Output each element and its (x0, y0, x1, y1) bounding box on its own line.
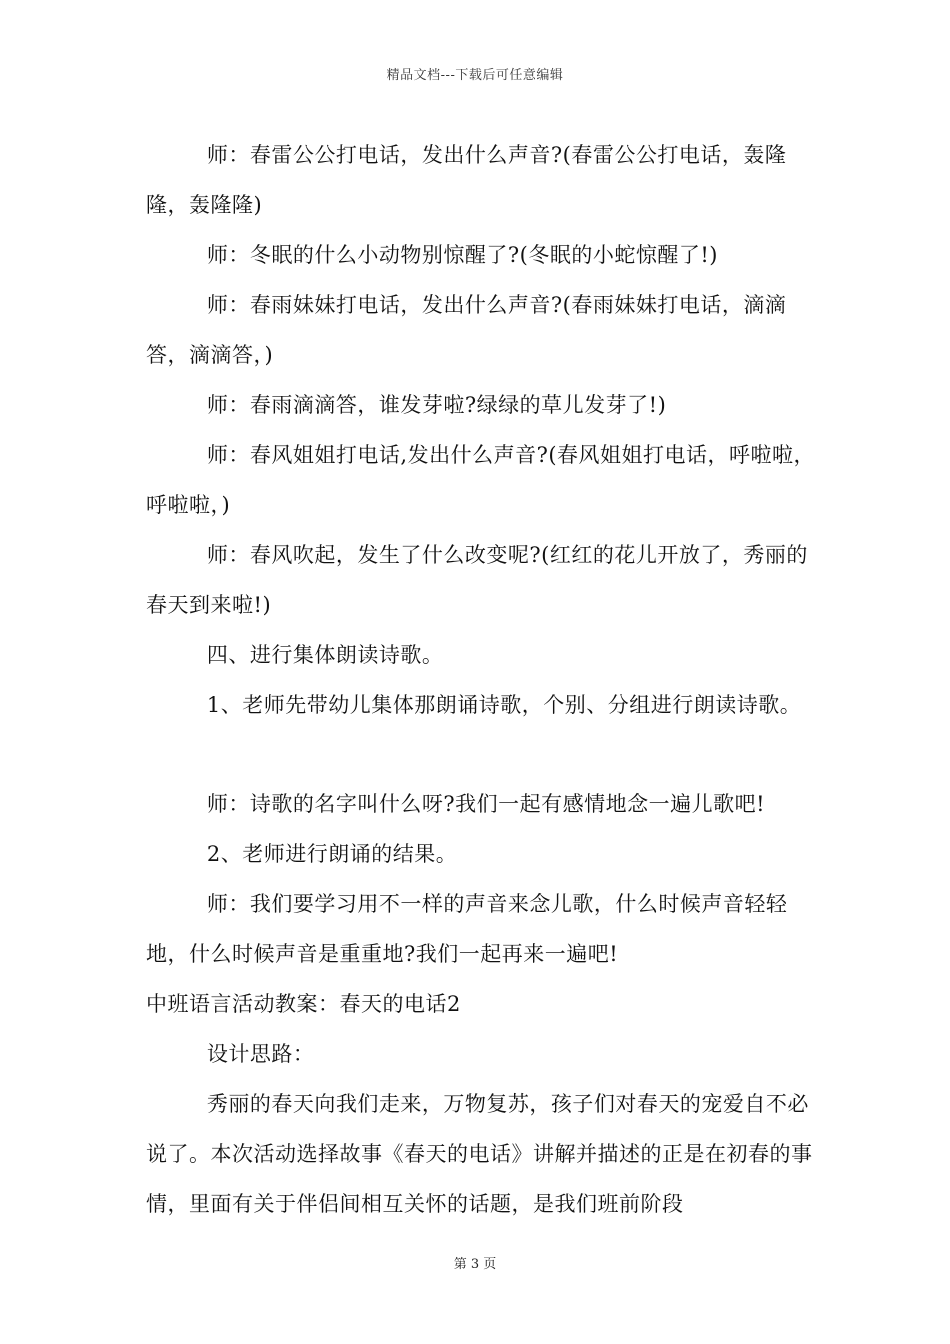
paragraph-step-one: 1、老师先带幼儿集体那朗诵诗歌，个别、分组进行朗读诗歌。 (206, 693, 802, 717)
paragraph-dialogue-hibernation: 师：冬眠的什么小动物别惊醒了?(冬眠的小蛇惊醒了!) (206, 243, 718, 267)
paragraph-dialogue-voice: 师：我们要学习用不一样的声音来念儿歌，什么时候声音轻轻地，什么时候声音是重重地?我们一起再来一遍吧! (146, 892, 788, 966)
blank-line (146, 730, 822, 779)
design-idea-heading: 设计思路： (206, 1042, 315, 1066)
section-heading-four: 四、进行集体朗读诗歌。 (206, 643, 444, 667)
paragraph-step-two: 2、老师进行朗诵的结果。 (206, 842, 458, 866)
document-body (146, 130, 822, 1229)
paragraph-dialogue-spring-rain: 师：春雨妹妹打电话，发出什么声音?(春雨妹妹打电话，滴滴答，滴滴答，) (146, 293, 787, 367)
paragraph-dialogue-spring-wind: 师：春风姐姐打电话,发出什么声音?(春风姐姐打电话，呼啦啦，呼啦啦，) (146, 443, 816, 517)
paragraph-dialogue-spring-thunder: 师：春雷公公打电话，发出什么声音?(春雷公公打电话，轰隆隆，轰隆隆) (146, 143, 787, 217)
paragraph-dialogue-poem-name: 师：诗歌的名字叫什么呀?我们一起有感情地念一遍儿歌吧! (206, 792, 766, 816)
page-header: 精品文档---下载后可任意编辑 (386, 68, 564, 83)
paragraph-design-idea: 秀丽的春天向我们走来，万物复苏，孩子们对春天的宠爱自不必说了。本次活动选择故事《春天的电话》讲解并描述的正是在初春的事情，里面有关于伴侣间相互关怀的话题，是我们班前阶段 (146, 1092, 813, 1216)
page-number: 第 3 页 (453, 1257, 497, 1272)
paragraph-dialogue-grass-sprout: 师：春雨滴滴答，谁发芽啦?绿绿的草儿发芽了!) (206, 393, 667, 417)
lesson-plan-title: 中班语言活动教案：春天的电话2 (146, 992, 461, 1016)
paragraph-dialogue-flowers: 师：春风吹起，发生了什么改变呢?(红红的花儿开放了，秀丽的春天到来啦!) (146, 543, 808, 617)
